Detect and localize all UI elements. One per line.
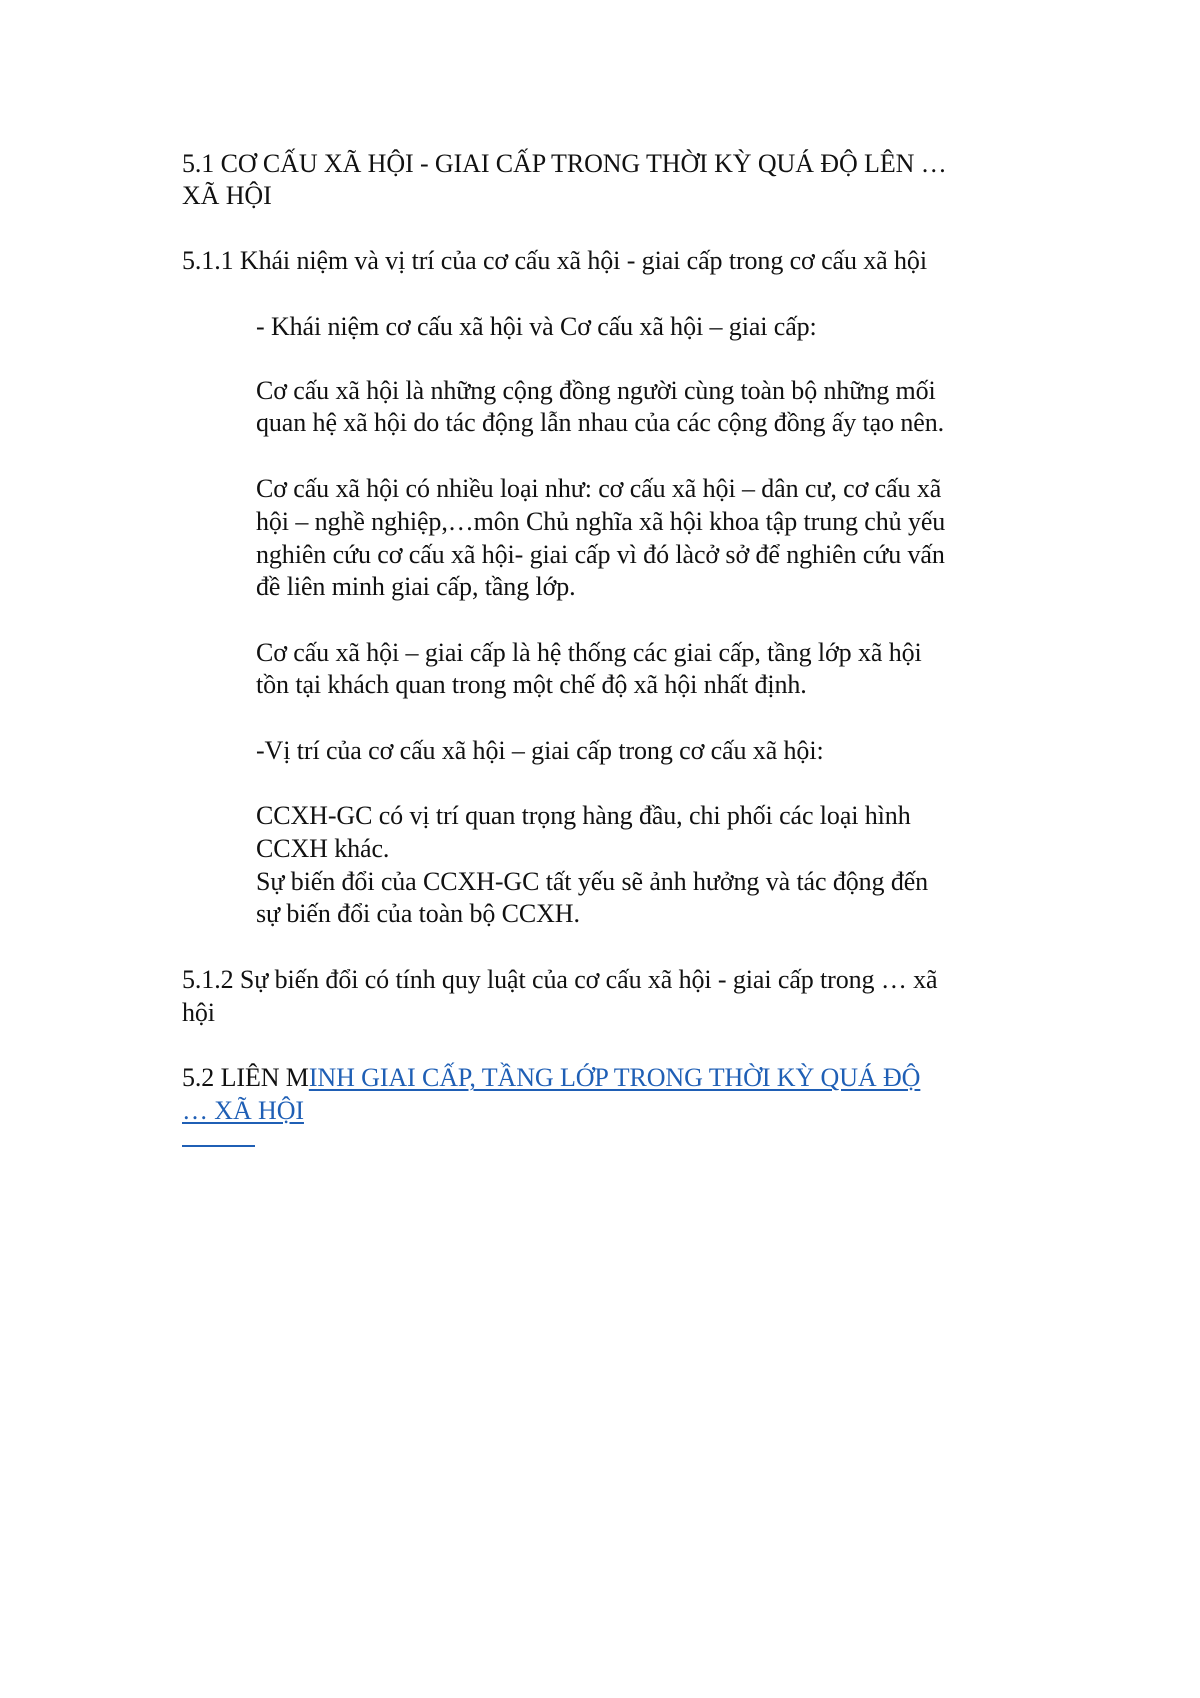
para4-line2: CCXH khác. (256, 834, 390, 863)
para4-line4: sự biến đổi của toàn bộ CCXH. (256, 899, 580, 928)
heading-5-1-line2: XÃ HỘI (182, 181, 272, 210)
heading-5-1-2-line1: 5.1.2 Sự biến đổi có tính quy luật của cơ cấu xã hội - giai cấp trong … xã (182, 965, 938, 994)
para3-line2: tồn tại khách quan trong một chế độ xã hội nhất định. (256, 670, 807, 699)
para1-line2: quan hệ xã hội do tác động lẫn nhau của các cộng đồng ấy tạo nên. (256, 408, 945, 437)
heading-5-2-line2 (182, 1095, 304, 1127)
heading-5-2-line1 (182, 1062, 920, 1094)
concept-label: - Khái niệm cơ cấu xã hội và Cơ cấu xã hội – giai cấp: (256, 312, 817, 341)
para2-line4: đề liên minh giai cấp, tầng lớp. (256, 572, 576, 601)
para4-line3: Sự biến đổi của CCXH-GC tất yếu sẽ ảnh hưởng và tác động đến (256, 867, 929, 896)
para3-line1: Cơ cấu xã hội – giai cấp là hệ thống các giai cấp, tầng lớp xã hội (256, 638, 922, 667)
para4-line1: CCXH-GC có vị trí quan trọng hàng đầu, chi phối các loại hình (256, 801, 911, 830)
heading-5-2-prefix: 5.2 LIÊN M (182, 1063, 309, 1092)
heading-5-1-1: 5.1.1 Khái niệm và vị trí của cơ cấu xã hội - giai cấp trong cơ cấu xã hội (182, 246, 927, 275)
para1-line1: Cơ cấu xã hội là những cộng đồng người cùng toàn bộ những mối (256, 376, 936, 405)
para2-line3: nghiên cứu cơ cấu xã hội- giai cấp vì đó làcở sở để nghiên cứu vấn (256, 540, 945, 569)
para2-line1: Cơ cấu xã hội có nhiều loại như: cơ cấu xã hội – dân cư, cơ cấu xã (256, 474, 942, 503)
link-underline-fragment (182, 1145, 255, 1147)
heading-5-2-link[interactable]: INH GIAI CẤP, TẦNG LỚP TRONG THỜI KỲ QUÁ ĐỘ (308, 1063, 921, 1092)
position-label: -Vị trí của cơ cấu xã hội – giai cấp trong cơ cấu xã hội: (256, 736, 824, 765)
heading-5-1-line1: 5.1 CƠ CẤU XÃ HỘI - GIAI CẤP TRONG THỜI KỲ QUÁ ĐỘ LÊN … (182, 149, 947, 178)
heading-5-1-2-line2: hội (182, 998, 215, 1027)
heading-5-2-link-continued[interactable]: … XÃ HỘI (182, 1096, 304, 1125)
para2-line2: hội – nghề nghiệp,…môn Chủ nghĩa xã hội khoa tập trung chủ yếu (256, 507, 946, 536)
